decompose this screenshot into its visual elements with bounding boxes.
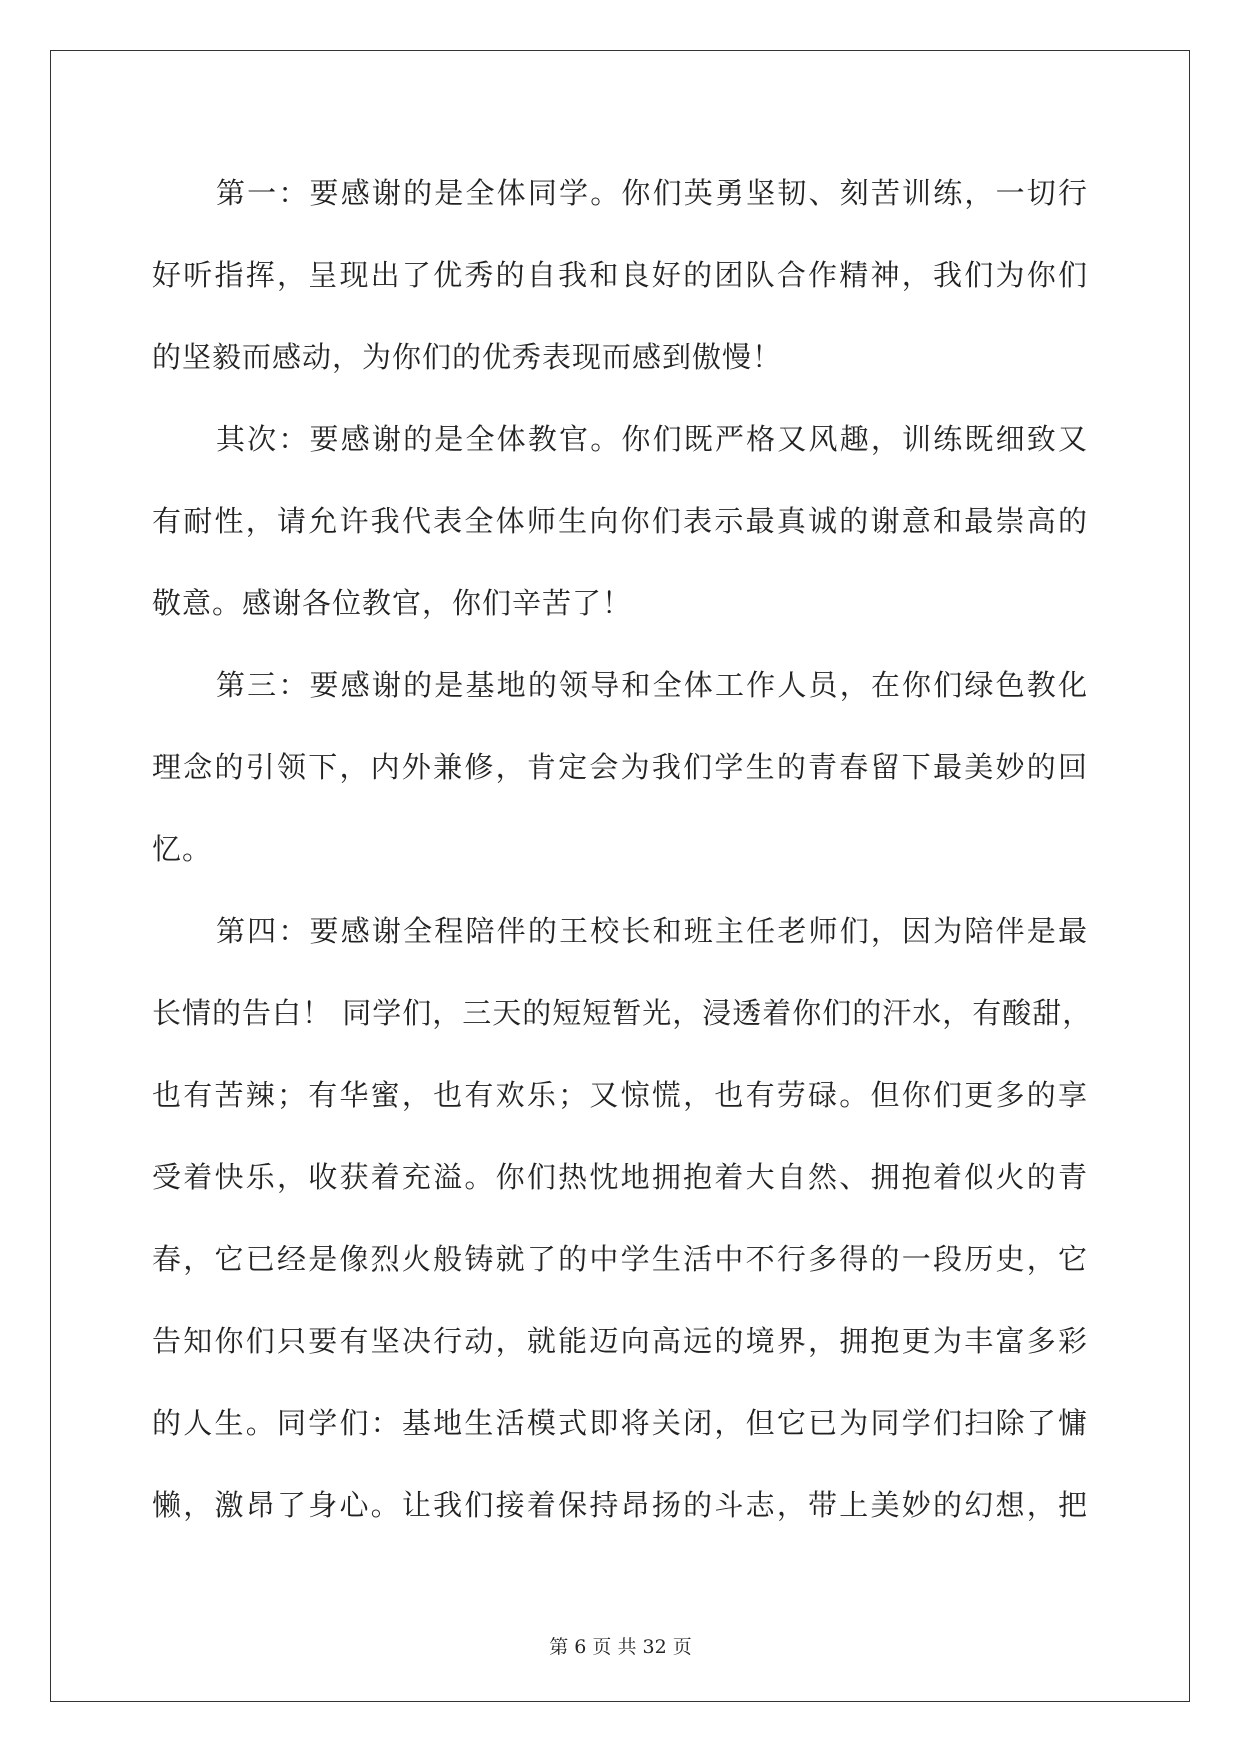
text-line: 第一：要感谢的是全体同学。你们英勇坚韧、刻苦训练，一切行: [216, 176, 1088, 210]
document-body: [152, 152, 1093, 1546]
text-line: 好听指挥，呈现出了优秀的自我和良好的团队合作精神，我们为你们: [152, 258, 1088, 292]
text-line: 的人生。同学们：基地生活模式即将关闭，但它已为同学们扫除了慵: [152, 1406, 1088, 1440]
text-line: 第三：要感谢的是基地的领导和全体工作人员，在你们绿色教化: [216, 668, 1088, 702]
text-line: 懒，激昂了身心。让我们接着保持昂扬的斗志，带上美妙的幻想，把: [152, 1488, 1088, 1522]
text-line: 长情的告白！ 同学们，三天的短短暂光，浸透着你们的汗水，有酸甜，: [152, 996, 1093, 1030]
text-line: 理念的引领下，内外兼修，肯定会为我们学生的青春留下最美妙的回: [152, 750, 1088, 784]
text-line: 有耐性，请允许我代表全体师生向你们表示最真诚的谢意和最崇高的: [152, 504, 1088, 538]
text-line: 春，它已经是像烈火般铸就了的中学生活中不行多得的一段历史，它: [152, 1242, 1088, 1276]
paragraph-2: [152, 398, 1088, 644]
text-line: 的坚毅而感动，为你们的优秀表现而感到傲慢！: [152, 340, 783, 374]
text-line: 受着快乐，收获着充溢。你们热忱地拥抱着大自然、拥抱着似火的青: [152, 1160, 1088, 1194]
text-line: 告知你们只要有坚决行动，就能迈向高远的境界，拥抱更为丰富多彩: [152, 1324, 1088, 1358]
text-line: 第四：要感谢全程陪伴的王校长和班主任老师们，因为陪伴是最: [216, 914, 1088, 948]
paragraph-1: [152, 152, 1088, 398]
paragraph-4: [152, 890, 1093, 1546]
text-line: 也有苦辣；有华蜜，也有欢乐；又惊慌，也有劳碌。但你们更多的享: [152, 1078, 1088, 1112]
text-line: 其次：要感谢的是全体教官。你们既严格又风趣，训练既细致又: [216, 422, 1088, 456]
text-line: 敬意。感谢各位教官，你们辛苦了！: [152, 586, 633, 620]
page-number-footer: 第 6 页 共 32 页: [549, 1636, 692, 1658]
text-line: 忆。: [152, 832, 213, 866]
paragraph-3: [152, 644, 1088, 890]
